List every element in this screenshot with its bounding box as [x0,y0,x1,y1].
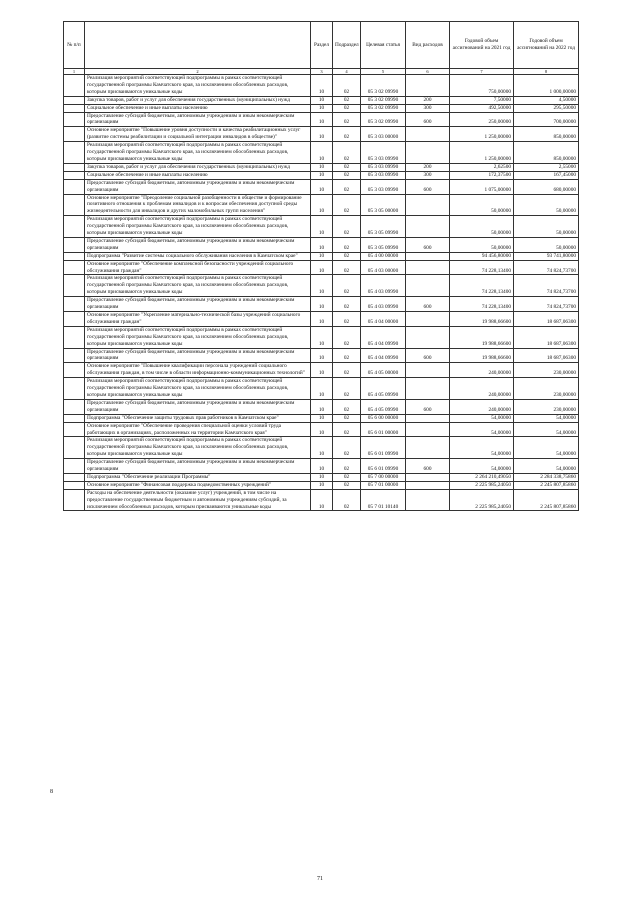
row-expense-type [406,75,450,97]
table-row [64,127,579,142]
row-description: Основное мероприятие "Обеспечение проведения специальной оценки условий труда работающих в организациях, расположенных на территории Камчатского края" [85,422,311,437]
row-num-cell [64,179,85,194]
row-amount-2022: 18 687,06300 [514,326,579,348]
table-row [64,473,579,481]
row-expense-type: 200 [406,163,450,171]
table-row [64,437,579,459]
row-section: 10 [311,194,333,216]
header-expense-type: Вид расходов [406,22,450,69]
header-2021: Годовой объем ассигнований на 2021 год [450,22,514,69]
row-description: Реализация мероприятий соответствующей подпрограммы в рамках соответствующей государственной программы Камчатского края, за исключением обособленных расходов, которым присваиваются уникальные коды [85,75,311,97]
row-amount-2021: 54,00000 [450,422,514,437]
row-expense-type [406,481,450,489]
row-amount-2022: 54,00000 [514,437,579,459]
row-subsection: 02 [333,216,361,238]
row-subsection: 02 [333,163,361,171]
row-subsection: 02 [333,260,361,275]
table-body [64,75,579,511]
row-section: 10 [311,459,333,474]
row-description: Предоставление субсидий бюджетным, автономным учреждениям и иным некоммерческим организациям [85,237,311,252]
row-num-cell [64,489,85,511]
row-expense-type [406,473,450,481]
row-subsection: 02 [333,104,361,112]
row-section: 10 [311,75,333,97]
row-article: 05 4 00 00000 [361,252,406,260]
row-amount-2022: 230,00000 [514,378,579,400]
row-description: Реализация мероприятий соответствующей подпрограммы в рамках соответствующей государственной программы Камчатского края, за исключением обособленных расходов, которым присваиваются уникальные коды [85,326,311,348]
row-num-cell [64,326,85,348]
table-row [64,142,579,164]
row-amount-2021: 19 988,66600 [450,326,514,348]
row-num-cell [64,142,85,164]
row-description: Предоставление субсидий бюджетным, автономным учреждениям и иным некоммерческим организациям [85,297,311,312]
row-amount-2022: 850,00000 [514,127,579,142]
row-num-cell [64,348,85,363]
row-num-cell [64,237,85,252]
row-article: 05 6 01 00000 [361,422,406,437]
table-row [64,260,579,275]
row-article: 05 6 01 09990 [361,437,406,459]
row-description: Закупка товаров, работ и услуг для обеспечения государственных (муниципальных) нужд [85,163,311,171]
row-article: 05 4 05 00000 [361,363,406,378]
row-num-cell [64,312,85,327]
row-subsection: 02 [333,326,361,348]
table-row [64,378,579,400]
row-subsection: 02 [333,399,361,414]
row-section: 10 [311,127,333,142]
row-amount-2022: 93 741,80000 [514,252,579,260]
row-subsection: 02 [333,489,361,511]
row-num-cell [64,297,85,312]
row-expense-type [406,437,450,459]
row-amount-2022: 74 824,73700 [514,275,579,297]
row-article: 05 4 04 00000 [361,312,406,327]
row-description: Предоставление субсидий бюджетным, автономным учреждениям и иным некоммерческим организациям [85,399,311,414]
row-amount-2022: 4,50000 [514,96,579,104]
row-num-cell [64,473,85,481]
row-section: 10 [311,163,333,171]
row-article: 05 3 03 09990 [361,171,406,179]
row-description: Подпрограмма "Обеспечение реализации Программы" [85,473,311,481]
row-article: 05 6 01 09990 [361,459,406,474]
row-amount-2021: 1 250,00000 [450,142,514,164]
row-num-cell [64,275,85,297]
row-subsection: 02 [333,473,361,481]
row-amount-2022: 54,00000 [514,414,579,422]
row-article: 05 3 05 00000 [361,194,406,216]
row-section: 10 [311,363,333,378]
row-description: Реализация мероприятий соответствующей подпрограммы в рамках соответствующей государственной программы Камчатского края, за исключением обособленных расходов, которым присваиваются уникальные коды [85,437,311,459]
row-amount-2022: 680,00000 [514,179,579,194]
row-num-cell [64,378,85,400]
row-description: Основное мероприятие "Повышение уровня доступности и качества реабилитационных услуг (развитие системы реабилитации и социальной интеграции инвалидов в обществе)" [85,127,311,142]
row-amount-2021: 74 228,13400 [450,260,514,275]
row-subsection: 02 [333,378,361,400]
row-subsection: 02 [333,194,361,216]
table-row [64,297,579,312]
header-row [64,22,579,69]
row-amount-2022: 54,00000 [514,422,579,437]
column-number: 7 [450,69,514,75]
row-amount-2021: 2,62500 [450,163,514,171]
row-section: 10 [311,422,333,437]
row-amount-2021: 50,00000 [450,194,514,216]
row-description: Основное мероприятие "Обеспечение комплексной безопасности учреждений социального обслуживания граждан" [85,260,311,275]
row-subsection: 02 [333,252,361,260]
row-description: Социальное обеспечение и иные выплаты населению [85,171,311,179]
row-article: 05 3 03 09990 [361,142,406,164]
row-expense-type: 600 [406,399,450,414]
row-subsection: 02 [333,142,361,164]
row-expense-type [406,363,450,378]
row-description: Реализация мероприятий соответствующей подпрограммы в рамках соответствующей государственной программы Камчатского края, за исключением обособленных расходов, которым присваиваются уникальные коды [85,275,311,297]
row-section: 10 [311,312,333,327]
table-row [64,275,579,297]
table-row [64,312,579,327]
row-num-cell [64,216,85,238]
row-amount-2022: 230,00000 [514,363,579,378]
row-subsection: 02 [333,127,361,142]
table-row [64,104,579,112]
row-amount-2022: 295,50000 [514,104,579,112]
row-description: Основное мероприятие "Финансовая поддержка подведомственных учреждений" [85,481,311,489]
row-amount-2022: 18 687,06300 [514,348,579,363]
row-article: 05 4 03 09990 [361,297,406,312]
row-description: Предоставление субсидий бюджетным, автономным учреждениям и иным некоммерческим организациям [85,179,311,194]
row-description: Закупка товаров, работ и услуг для обеспечения государственных (муниципальных) нужд [85,96,311,104]
row-section: 10 [311,260,333,275]
table-row [64,112,579,127]
row-expense-type [406,414,450,422]
row-article: 05 4 04 09990 [361,326,406,348]
row-article: 05 3 02 09990 [361,112,406,127]
row-num-cell [64,252,85,260]
row-subsection: 02 [333,297,361,312]
row-expense-type [406,422,450,437]
row-expense-type: 600 [406,297,450,312]
row-article: 05 6 00 00000 [361,414,406,422]
table-row [64,459,579,474]
row-expense-type: 600 [406,459,450,474]
row-amount-2022: 2 245 807,85860 [514,481,579,489]
row-article: 05 7 00 00000 [361,473,406,481]
row-description: Основное мероприятие "Укрепление материально-технической базы учреждений социального обслуживания граждан" [85,312,311,327]
row-amount-2021: 1 075,00000 [450,179,514,194]
row-section: 10 [311,399,333,414]
row-expense-type: 600 [406,348,450,363]
row-amount-2022: 700,00000 [514,112,579,127]
row-section: 10 [311,216,333,238]
row-amount-2022: 2 245 807,85860 [514,489,579,511]
row-num-cell [64,163,85,171]
header-2022: Годовой объем ассигнований на 2022 год [514,22,579,69]
header-article: Целевая статья [361,22,406,69]
row-article: 05 3 02 09990 [361,75,406,97]
row-section: 10 [311,104,333,112]
row-expense-type: 300 [406,171,450,179]
row-amount-2021: 2 225 985,24050 [450,489,514,511]
row-amount-2021: 19 988,66600 [450,312,514,327]
row-section: 10 [311,237,333,252]
row-section: 10 [311,171,333,179]
row-article: 05 7 01 10140 [361,489,406,511]
row-amount-2022: 850,00000 [514,142,579,164]
row-amount-2021: 19 988,66600 [450,348,514,363]
table-row [64,96,579,104]
row-num-cell [64,363,85,378]
row-expense-type: 300 [406,104,450,112]
table-row [64,216,579,238]
table-row [64,489,579,511]
row-article: 05 4 03 09990 [361,275,406,297]
table-row [64,194,579,216]
row-section: 10 [311,252,333,260]
page-number: 71 [317,876,323,882]
row-expense-type [406,216,450,238]
column-number: 2 [85,69,311,75]
row-amount-2022: 167,45000 [514,171,579,179]
row-num-cell [64,399,85,414]
row-description: Реализация мероприятий соответствующей подпрограммы в рамках соответствующей государственной программы Камчатского края, за исключением обособленных расходов, которым присваиваются уникальные коды [85,142,311,164]
row-num-cell [64,437,85,459]
row-expense-type [406,194,450,216]
row-amount-2022: 50,00000 [514,194,579,216]
row-num-cell [64,414,85,422]
row-section: 10 [311,96,333,104]
row-num-cell [64,127,85,142]
row-amount-2021: 2 225 985,24050 [450,481,514,489]
row-amount-2022: 50,00000 [514,237,579,252]
header-description [85,22,311,69]
row-article: 05 7 01 00000 [361,481,406,489]
row-description: Расходы на обеспечение деятельности (оказание услуг) учреждений, в том числе на предоставление государственным бюджетным и автономным учреждениям субсидий, за исключением обособленных расходов, которым присваиваются уникальные коды [85,489,311,511]
row-section: 10 [311,297,333,312]
row-amount-2021: 74 228,13400 [450,275,514,297]
row-description: Предоставление субсидий бюджетным, автономным учреждениям и иным некоммерческим организациям [85,459,311,474]
row-article: 05 3 02 09990 [361,104,406,112]
row-subsection: 02 [333,437,361,459]
row-expense-type: 200 [406,96,450,104]
table-row [64,75,579,97]
row-amount-2021: 492,50000 [450,104,514,112]
row-amount-2021: 250,00000 [450,112,514,127]
row-description: Подпрограмма "Обеспечение защиты трудовых прав работников в Камчатском крае" [85,414,311,422]
row-amount-2021: 750,00000 [450,75,514,97]
row-amount-2022: 74 824,73700 [514,297,579,312]
row-subsection: 02 [333,275,361,297]
row-subsection: 02 [333,179,361,194]
budget-table-sheet [63,21,578,511]
row-expense-type: 600 [406,237,450,252]
row-amount-2021: 172,37500 [450,171,514,179]
header-subsection: Подраздел [333,22,361,69]
table-row [64,163,579,171]
table-row [64,326,579,348]
row-description: Основное мероприятие "Преодоление социальной разобщенности в обществе и формирование позитивного отношения к проблемам инвалидов и к вопросам обеспечения доступной среды жизнедеятельности для инвалидов и других маломобильных групп населения" [85,194,311,216]
row-expense-type [406,275,450,297]
row-expense-type [406,252,450,260]
row-num-cell [64,422,85,437]
row-expense-type [406,378,450,400]
row-description: Подпрограмма "Развитие системы социального обслуживания населения в Камчатском крае" [85,252,311,260]
row-article: 05 3 03 09990 [361,163,406,171]
row-subsection: 02 [333,348,361,363]
table-row [64,399,579,414]
row-expense-type [406,326,450,348]
row-section: 10 [311,142,333,164]
row-expense-type [406,142,450,164]
row-subsection: 02 [333,96,361,104]
row-subsection: 02 [333,363,361,378]
column-number: 1 [64,69,85,75]
row-amount-2022: 50,00000 [514,216,579,238]
row-num-cell [64,104,85,112]
row-amount-2021: 50,00000 [450,216,514,238]
row-subsection: 02 [333,459,361,474]
row-expense-type [406,127,450,142]
column-number: 8 [514,69,579,75]
row-amount-2021: 2 264 210,49050 [450,473,514,481]
row-num-cell [64,96,85,104]
row-expense-type [406,260,450,275]
table-header [64,22,579,75]
row-description: Предоставление субсидий бюджетным, автономным учреждениям и иным некоммерческим организациям [85,348,311,363]
row-description: Реализация мероприятий соответствующей подпрограммы в рамках соответствующей государственной программы Камчатского края, за исключением обособленных расходов, которым присваиваются уникальные коды [85,378,311,400]
row-subsection: 02 [333,481,361,489]
row-expense-type: 600 [406,112,450,127]
row-expense-type [406,312,450,327]
row-article: 05 3 05 09990 [361,216,406,238]
row-section: 10 [311,481,333,489]
table-row [64,171,579,179]
row-subsection: 02 [333,171,361,179]
row-amount-2021: 54,00000 [450,459,514,474]
table-row [64,481,579,489]
row-section: 10 [311,326,333,348]
row-section: 10 [311,489,333,511]
row-amount-2021: 50,00000 [450,237,514,252]
row-article: 05 4 05 09990 [361,399,406,414]
row-section: 10 [311,112,333,127]
row-num-cell [64,260,85,275]
column-number: 3 [311,69,333,75]
row-section: 10 [311,348,333,363]
header-num: № п/п [64,22,85,69]
header-section: Раздел [311,22,333,69]
row-subsection: 02 [333,422,361,437]
column-number: 5 [361,69,406,75]
row-section: 10 [311,378,333,400]
row-num-cell [64,171,85,179]
row-num-cell [64,459,85,474]
budget-allocation-table [63,21,579,511]
row-num-cell [64,75,85,97]
row-amount-2021: 240,00000 [450,399,514,414]
row-expense-type: 600 [406,179,450,194]
row-amount-2021: 54,00000 [450,437,514,459]
row-article: 05 4 03 00000 [361,260,406,275]
row-amount-2022: 2,55000 [514,163,579,171]
row-description: Основное мероприятие "Повышение квалификации персонала учреждений социального обслуживания граждан, в том числе в области информационно-коммуникационных технологий" [85,363,311,378]
row-amount-2022: 230,00000 [514,399,579,414]
row-section: 10 [311,275,333,297]
row-subsection: 02 [333,414,361,422]
row-num-cell [64,112,85,127]
column-number: 6 [406,69,450,75]
column-number: 4 [333,69,361,75]
row-amount-2022: 18 687,06300 [514,312,579,327]
table-row [64,237,579,252]
row-section: 10 [311,414,333,422]
row-section: 10 [311,437,333,459]
row-subsection: 02 [333,237,361,252]
row-amount-2021: 74 228,13400 [450,297,514,312]
row-amount-2021: 240,00000 [450,378,514,400]
row-amount-2022: 74 824,73700 [514,260,579,275]
table-row [64,348,579,363]
row-amount-2022: 54,00000 [514,459,579,474]
row-article: 05 3 03 00000 [361,127,406,142]
table-row [64,363,579,378]
row-article: 05 4 05 09990 [361,378,406,400]
table-row [64,179,579,194]
row-amount-2021: 240,00000 [450,363,514,378]
row-article: 05 3 02 09990 [361,96,406,104]
row-description: Социальное обеспечение и иные выплаты населению [85,104,311,112]
row-article: 05 3 03 09990 [361,179,406,194]
table-row [64,252,579,260]
row-article: 05 3 05 09990 [361,237,406,252]
row-num-cell [64,481,85,489]
row-amount-2022: 1 000,00000 [514,75,579,97]
row-amount-2022: 2 284 338,75860 [514,473,579,481]
row-subsection: 02 [333,112,361,127]
row-num-cell [64,194,85,216]
row-amount-2021: 1 250,00000 [450,127,514,142]
table-row [64,414,579,422]
row-subsection: 02 [333,75,361,97]
row-description: Реализация мероприятий соответствующей подпрограммы в рамках соответствующей государственной программы Камчатского края, за исключением обособленных расходов, которым присваиваются уникальные коды [85,216,311,238]
row-amount-2021: 54,00000 [450,414,514,422]
row-article: 05 4 04 09990 [361,348,406,363]
row-description: Предоставление субсидий бюджетным, автономным учреждениям и иным некоммерческим организациям [85,112,311,127]
row-amount-2021: 94 456,80000 [450,252,514,260]
table-row [64,422,579,437]
row-section: 10 [311,179,333,194]
row-subsection: 02 [333,312,361,327]
row-section: 10 [311,473,333,481]
margin-mark: 8 [50,789,53,795]
row-expense-type [406,489,450,511]
row-amount-2021: 7,50000 [450,96,514,104]
